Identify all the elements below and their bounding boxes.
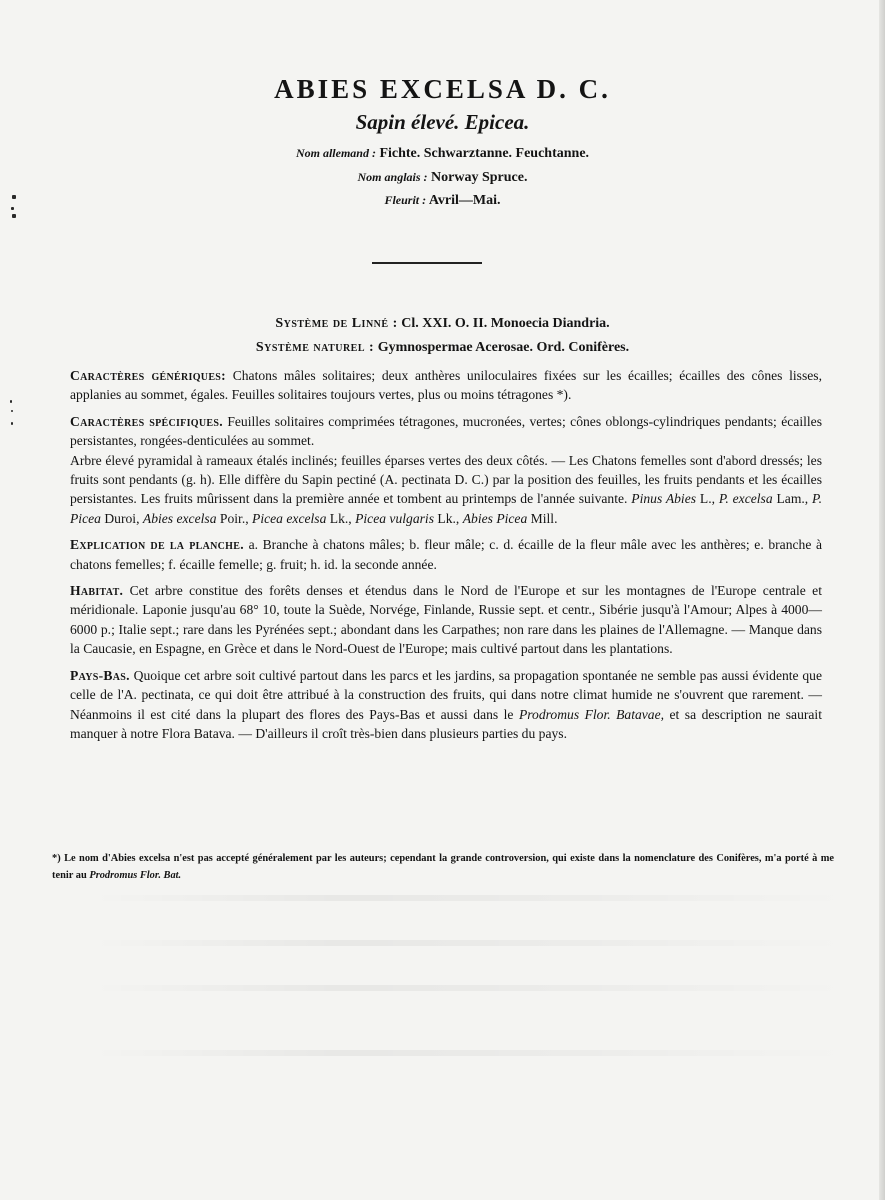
prodromus-reference: Prodromus Flor. Batavae, (518, 706, 665, 722)
german-name: Fichte. Schwarztanne. Feuchtanne. (379, 146, 590, 161)
description-text: Arbre élevé pyramidal à rameaux étalés inclinés; feuilles éparses vertes des deux côtés. — Les Chatons femelles sont d'abord dressés; les fruits sont pendants (g. h). Elle diffère du Sapin pectiné (A. pectinata D. C.) par la position des feuilles, les fruits pendants et les écailles persistantes. Les fruits mûrissent dans la première année et tombent au printemps de l'année suivante. (70, 452, 822, 507)
show-through-shadow (90, 985, 850, 991)
natural-system-line (0, 340, 885, 356)
synonym-author: Duroi, (104, 510, 140, 526)
habitat-text: Cet arbre constitue des forêts denses et étendus dans le Nord de l'Europe et sur les montagnes de l'Europe centrale et méridionale. Laponie jusqu'au 68° 10, toute la Suède, Norvége, Finlande, Russie sept. et centr., Sibérie jusqu'à l'Amour; Alpes à 4000—6000 p.; Italie sept.; rare dans les Pyrénées sept.; abondant dans les Carpathes; non rare dans les plaines de l'Allemagne. — Manque dans la Caucasie, en Espagne, en Grèce et dans le Nord-Ouest de l'Europe; mais cultivé partout dans les plantations. (70, 583, 822, 657)
german-name-line (0, 146, 885, 162)
show-through-shadow (90, 940, 850, 946)
page-title: ABIES EXCELSA D. C. (274, 74, 611, 104)
flowering-period: Avril—Mai. (428, 193, 501, 208)
synonym-author: Lam., (776, 491, 809, 507)
footnote (52, 850, 834, 884)
linnean-system-label: Système de Linné : (275, 316, 398, 331)
plate-explanation-paragraph (70, 535, 822, 574)
synonym-author: Mill. (530, 510, 558, 526)
linnean-system-value: Cl. XXI. O. II. Monoecia Diandria. (401, 316, 610, 331)
synonym-author: Lk., (437, 510, 460, 526)
plate-explanation-text: a. Branche à chatons mâles; b. fleur mâle; c. d. écaille de la fleur mâle avec les anthères; e. branche à chatons femelles; f. écaille femelle; g. fruit; h. id. la seconde année. (70, 537, 822, 572)
synonym-p-picea: P. Picea (70, 491, 822, 526)
flowering-line (0, 193, 885, 209)
title-divider (372, 262, 482, 264)
synonym-picea-excelsa: Picea excelsa (252, 510, 327, 526)
natural-system-label: Système naturel : (255, 340, 375, 355)
generic-characters-paragraph (70, 366, 822, 405)
german-name-label: Nom allemand : (295, 146, 376, 160)
article-body (70, 366, 822, 750)
specific-characters-text: Feuilles solitaires comprimées tétragones, mucronées, vertes; cônes oblongs-cylindriques pendants; écailles persistantes, rongées-denticulées au sommet. (70, 413, 822, 449)
show-through-shadow (90, 1050, 850, 1056)
linnean-system-line (0, 316, 885, 332)
netherlands-text: Quoique cet arbre soit cultivé partout dans les parcs et les jardins, sa propagation spontanée ne semble pas aussi évidente que celle de l'A. pectinata, ce qui doit être attribué à la construction des fruits, qui dans notre climat humide ne s'ouvrent que rarement. — Néanmoins il est cité dans la plupart des flores des Pays-Bas et aussi dans le (70, 667, 822, 722)
flowering-label: Fleurit : (384, 193, 427, 207)
footnote-source: Prodromus Flor. Bat. (89, 870, 182, 881)
synonym-author: Lk., (329, 510, 352, 526)
synonym-pinus-abies: Pinus Abies (631, 491, 697, 507)
footnote-text: *) Le nom d'Abies excelsa n'est pas accepté généralement par les auteurs; cependant la grande controversion, qui existe dans la nomenclature des Conifères, m'a porté à me tenir au (52, 853, 834, 881)
netherlands-heading: Pays-Bas. (70, 667, 130, 683)
netherlands-text-end: et sa description ne saurait manquer à notre Flora Batava. — D'ailleurs il croît très-bien dans plusieurs parties du pays. (70, 706, 822, 741)
synonym-author: L., (699, 491, 715, 507)
page-subtitle: Sapin élevé. Epicea. (355, 110, 530, 134)
generic-characters-heading: Caractères génériques: (70, 368, 226, 383)
english-name-line (0, 170, 885, 186)
synonym-picea-vulgaris: Picea vulgaris (355, 510, 434, 526)
synonym-p-excelsa: P. excelsa (718, 491, 773, 507)
description-paragraph (70, 451, 822, 529)
synonym-abies-excelsa: Abies excelsa (142, 510, 217, 526)
habitat-heading: Habitat. (70, 583, 124, 599)
synonym-author: Poir., (219, 510, 249, 526)
plate-explanation-heading: Explication de la planche. (70, 537, 244, 553)
natural-system-value: Gymnospermae Acerosae. Ord. Conifères. (377, 340, 630, 355)
show-through-shadow (90, 895, 850, 901)
specific-characters-paragraph (70, 412, 822, 451)
synonym-abies-picea: Abies Picea (462, 510, 528, 526)
specific-characters-heading: Caractères spécifiques. (70, 413, 223, 429)
english-name: Norway Spruce. (431, 170, 528, 185)
habitat-paragraph (70, 581, 822, 659)
english-name-label: Nom anglais : (357, 170, 428, 184)
generic-characters-text: Chatons mâles solitaires; deux anthères uniloculaires fixées sur les écailles; écailles des cônes lisses, applanies au sommet, égales. Feuilles solitaires toujours vertes, plus ou moins tétragones *). (70, 368, 822, 403)
netherlands-paragraph (70, 666, 822, 744)
